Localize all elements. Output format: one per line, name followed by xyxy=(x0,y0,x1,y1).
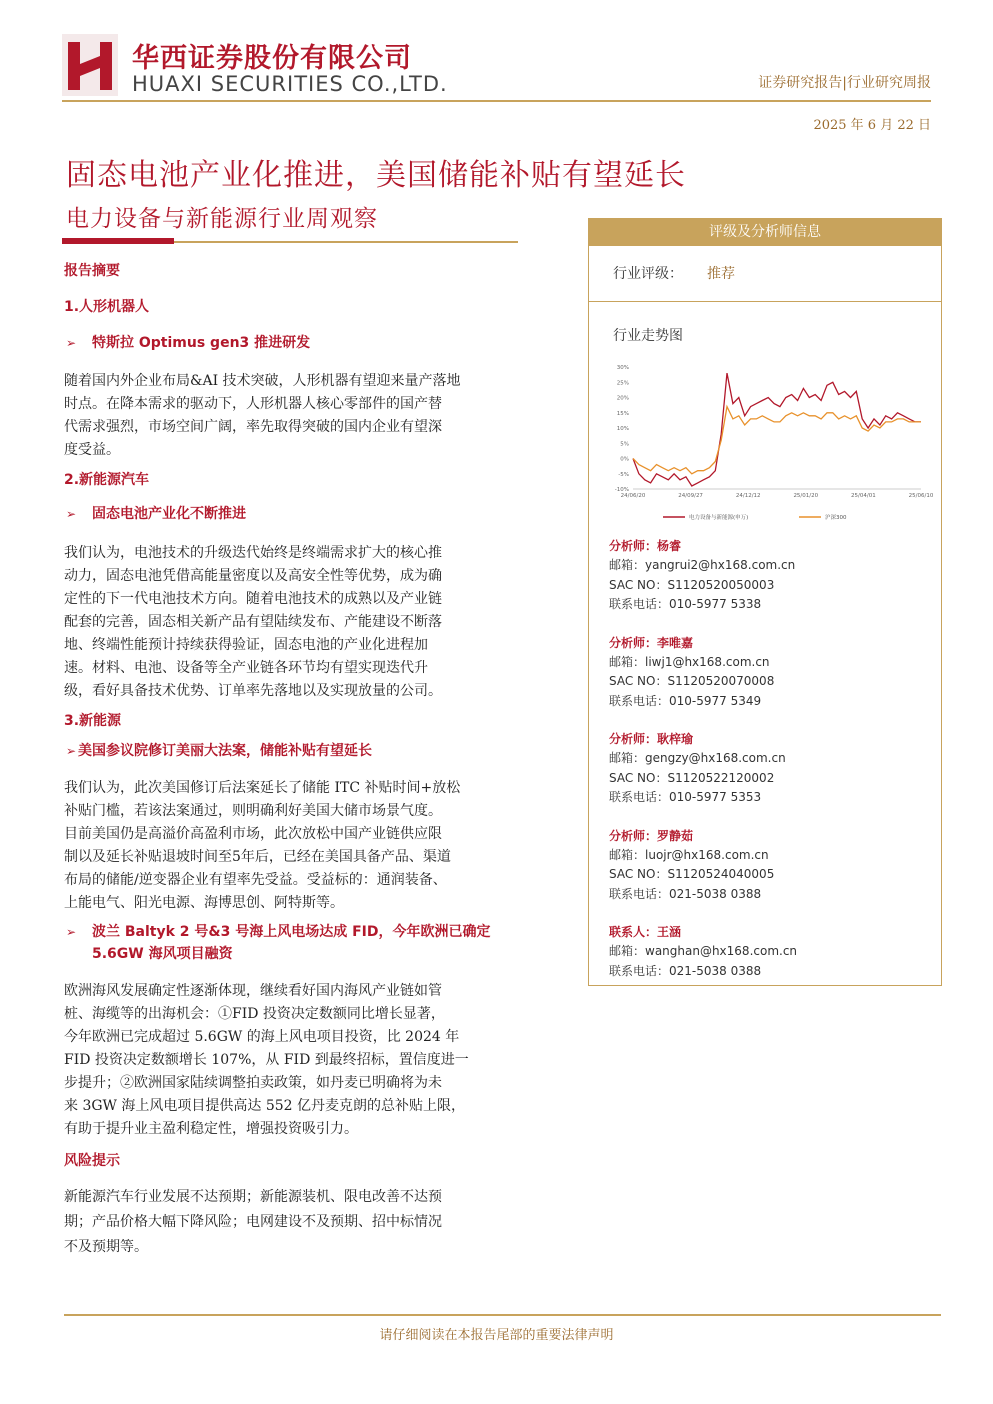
paragraph-line: 补贴门槛，若该法案通过，则明确利好美国大储市场景气度。 xyxy=(64,803,442,819)
industry-trend-chart xyxy=(603,359,934,529)
paragraph-line: 桩、海缆等的出海机会：①FID 投资决定数额同比增长显著， xyxy=(64,1006,445,1022)
paragraph-line: 我们认为，此次美国修订后法案延长了储能 ITC 补贴时间+放松 xyxy=(64,780,461,796)
industry-rating xyxy=(613,263,735,283)
analyst-list xyxy=(609,537,929,1000)
arrow-bullet-icon: ➢ xyxy=(66,336,77,350)
analyst-phone: 联系电话：010-5977 5338 xyxy=(609,597,762,611)
section-heading: 2.新能源汽车 xyxy=(64,472,150,488)
series-line xyxy=(633,407,921,474)
paragraph xyxy=(64,542,564,703)
arrow-bullet-icon: ➢ xyxy=(66,925,77,939)
paragraph-line: 不及预期等。 xyxy=(64,1239,148,1255)
paragraph-line: 有助于提升业主盈利稳定性，增强投资吸引力。 xyxy=(64,1121,358,1137)
section-heading: 3.新能源 xyxy=(64,713,122,729)
subsection-heading xyxy=(64,921,564,965)
panel-header: 评级及分析师信息 xyxy=(589,219,941,246)
analyst-card xyxy=(609,730,929,808)
analyst-sac: SAC NO：S1120520050003 xyxy=(609,577,775,592)
paragraph-line: 动力，固态电池凭借高能量密度以及高安全性等优势，成为确 xyxy=(64,568,442,584)
y-tick-label: -5% xyxy=(618,471,629,478)
rating-value: 推荐 xyxy=(707,266,735,282)
x-tick-label: 24/06/20 xyxy=(620,493,646,499)
paragraph xyxy=(64,370,564,462)
company-logo xyxy=(62,34,462,98)
y-tick-label: 30% xyxy=(616,365,629,371)
contact-name: 联系人：王涵 xyxy=(609,925,682,939)
title-underline-red xyxy=(62,238,174,244)
paragraph-line: 来 3GW 海上风电项目提供高达 552 亿丹麦克朗的总补贴上限， xyxy=(64,1098,466,1114)
analyst-name: 分析师：李唯嘉 xyxy=(609,635,694,650)
y-tick-label: 5% xyxy=(620,441,629,448)
footer-divider xyxy=(64,1314,941,1316)
legend-label: 沪深300 xyxy=(825,515,847,521)
paragraph-line: 时点。在降本需求的驱动下，人形机器人核心零部件的国产替 xyxy=(64,396,442,412)
paragraph xyxy=(64,980,564,1141)
y-tick-label: 15% xyxy=(616,410,629,417)
analyst-card xyxy=(609,537,929,615)
y-axis-ticks xyxy=(615,365,629,493)
contact-phone: 联系电话：021-5038 0388 xyxy=(609,963,762,978)
subsection-title-line: 5.6GW 海风项目融资 xyxy=(92,946,233,962)
analyst-sac: SAC NO：S1120520070008 xyxy=(609,674,775,688)
y-tick-label: 25% xyxy=(616,380,629,387)
contact-email[interactable]: 邮箱：wanghan@hx168.com.cn xyxy=(609,944,798,958)
analyst-sac: SAC NO：S1120522120002 xyxy=(609,770,775,785)
paragraph-line: 度受益。 xyxy=(64,442,120,458)
page-subtitle: 电力设备与新能源行业周观察 xyxy=(66,206,378,232)
paragraph-line: 今年欧洲已完成超过 5.6GW 的海上风电项目投资，比 2024 年 xyxy=(64,1029,460,1045)
paragraph-line: 布局的储能/逆变器企业有望率先受益。受益标的：通润装备、 xyxy=(64,872,447,888)
subsection-title-line: 波兰 Baltyk 2 号&3 号海上风电场达成 FID，今年欧洲已确定 xyxy=(92,924,491,940)
paragraph-line: FID 投资决定数额增长 107%，从 FID 到最终招标，置信度进一 xyxy=(64,1052,469,1068)
paragraph-line: 速。材料、电池、设备等全产业链各环节均有望实现迭代升 xyxy=(64,660,428,676)
risk-heading: 风险提示 xyxy=(64,1153,120,1169)
x-axis-ticks xyxy=(621,493,934,499)
footer-disclaimer: 请仔细阅读在本报告尾部的重要法律声明 xyxy=(379,1328,614,1343)
paragraph-line: 级，看好具备技术优势、订单率先落地以及实现放量的公司。 xyxy=(64,683,442,699)
x-tick-label: 25/04/01 xyxy=(851,493,876,499)
arrow-bullet-icon: ➢ xyxy=(66,744,77,758)
report-type: 证券研究报告|行业研究周报 xyxy=(758,75,931,91)
paragraph-line: 配套的完善，固态相关新产品有望陆续发布、产能建设不断落 xyxy=(64,614,442,630)
analyst-name: 分析师：罗静茹 xyxy=(609,828,694,843)
x-tick-label: 25/01/20 xyxy=(793,493,819,499)
trend-chart-title: 行业走势图 xyxy=(613,328,683,344)
analyst-email[interactable]: 邮箱：gengzy@hx168.com.cn xyxy=(609,751,786,765)
paragraph-line: 制以及延长补贴退坡时间至5年后，已经在美国具备产品、渠道 xyxy=(64,849,451,865)
paragraph-line: 步提升；②欧洲国家陆续调整拍卖政策，如丹麦已明确将为未 xyxy=(64,1075,442,1091)
analyst-name: 分析师：杨睿 xyxy=(609,539,682,553)
y-tick-label: 0% xyxy=(620,456,629,463)
subsection-heading xyxy=(64,504,564,524)
subsection-title: 特斯拉 Optimus gen3 推进研发 xyxy=(92,335,311,351)
paragraph-line: 地、终端性能预计持续获得验证，固态电池的产业化进程加 xyxy=(64,637,428,653)
paragraph-line: 我们认为，电池技术的升级迭代始终是终端需求扩大的核心推 xyxy=(64,545,442,561)
analyst-phone: 联系电话：021-5038 0388 xyxy=(609,886,762,901)
analyst-phone: 联系电话：010-5977 5349 xyxy=(609,693,762,708)
company-name-cn: 华西证券股份有限公司 xyxy=(132,43,412,74)
paragraph-line: 随着国内外企业布局&AI 技术突破，人形机器有望迎来量产落地 xyxy=(64,373,461,389)
arrow-bullet-icon: ➢ xyxy=(66,507,77,521)
paragraph-line: 定性的下一代电池技术方向。随着电池技术的成熟以及产业链 xyxy=(64,591,442,607)
section-heading: 1.人形机器人 xyxy=(64,299,150,315)
subsection-title: 美国参议院修订美丽大法案，储能补贴有望延长 xyxy=(78,743,372,759)
paragraph-line: 新能源汽车行业发展不达预期；新能源装机、限电改善不达预 xyxy=(64,1189,442,1205)
paragraph-line: 目前美国仍是高溢价高盈利市场，此次放松中国产业链供应限 xyxy=(64,826,442,842)
analyst-name: 分析师：耿梓瑜 xyxy=(609,732,694,746)
paragraph-line: 欧洲海风发展确定性逐渐体现，继续看好国内海风产业链如管 xyxy=(64,983,442,999)
rating-label: 行业评级： xyxy=(613,266,683,282)
paragraph-line: 代需求强烈，市场空间广阔，率先取得突破的国内企业有望深 xyxy=(64,419,442,435)
y-tick-label: 20% xyxy=(616,395,629,402)
analyst-sac: SAC NO：S1120524040005 xyxy=(609,867,775,881)
y-tick-label: -10% xyxy=(614,487,629,493)
y-tick-label: 10% xyxy=(616,426,629,432)
report-date: 2025 年 6 月 22 日 xyxy=(813,118,931,133)
analyst-email[interactable]: 邮箱：liwj1@hx168.com.cn xyxy=(609,654,770,669)
panel-divider xyxy=(589,301,941,302)
paragraph-line: 上能电气、阳光电源、海博思创、阿特斯等。 xyxy=(64,895,344,911)
analyst-email[interactable]: 邮箱：luojr@hx168.com.cn xyxy=(609,847,769,862)
subsection-heading xyxy=(64,741,564,761)
x-tick-label: 24/12/12 xyxy=(735,493,761,499)
subsection-title: 固态电池产业化不断推进 xyxy=(92,506,246,522)
analyst-card xyxy=(609,634,929,712)
subsection-heading xyxy=(64,333,564,353)
summary-heading: 报告摘要 xyxy=(64,263,120,279)
paragraph xyxy=(64,777,564,915)
series-lines xyxy=(633,373,921,486)
x-tick-label: 25/06/10 xyxy=(908,493,934,499)
page-title: 固态电池产业化推进，美国储能补贴有望延长 xyxy=(66,158,686,193)
x-tick-label: 24/09/27 xyxy=(678,493,703,499)
contact-card xyxy=(609,923,929,981)
report-summary xyxy=(64,258,564,1260)
paragraph-line: 期；产品价格大幅下降风险；电网建设不及预期、招中标情况 xyxy=(64,1214,442,1230)
header-divider xyxy=(62,100,931,102)
company-name-en: HUAXI SECURITIES CO.,LTD. xyxy=(132,72,448,96)
legend-label: 电力设备与新能源(申万) xyxy=(689,515,749,521)
risk-paragraph xyxy=(64,1185,564,1260)
analyst-card xyxy=(609,827,929,905)
rating-analyst-panel xyxy=(588,218,942,986)
title-underline-gold xyxy=(174,241,518,243)
chart-legend xyxy=(663,513,847,521)
huaxi-logo-icon xyxy=(62,34,118,96)
analyst-phone: 联系电话：010-5977 5353 xyxy=(609,790,762,804)
analyst-email[interactable]: 邮箱：yangrui2@hx168.com.cn xyxy=(609,558,796,572)
